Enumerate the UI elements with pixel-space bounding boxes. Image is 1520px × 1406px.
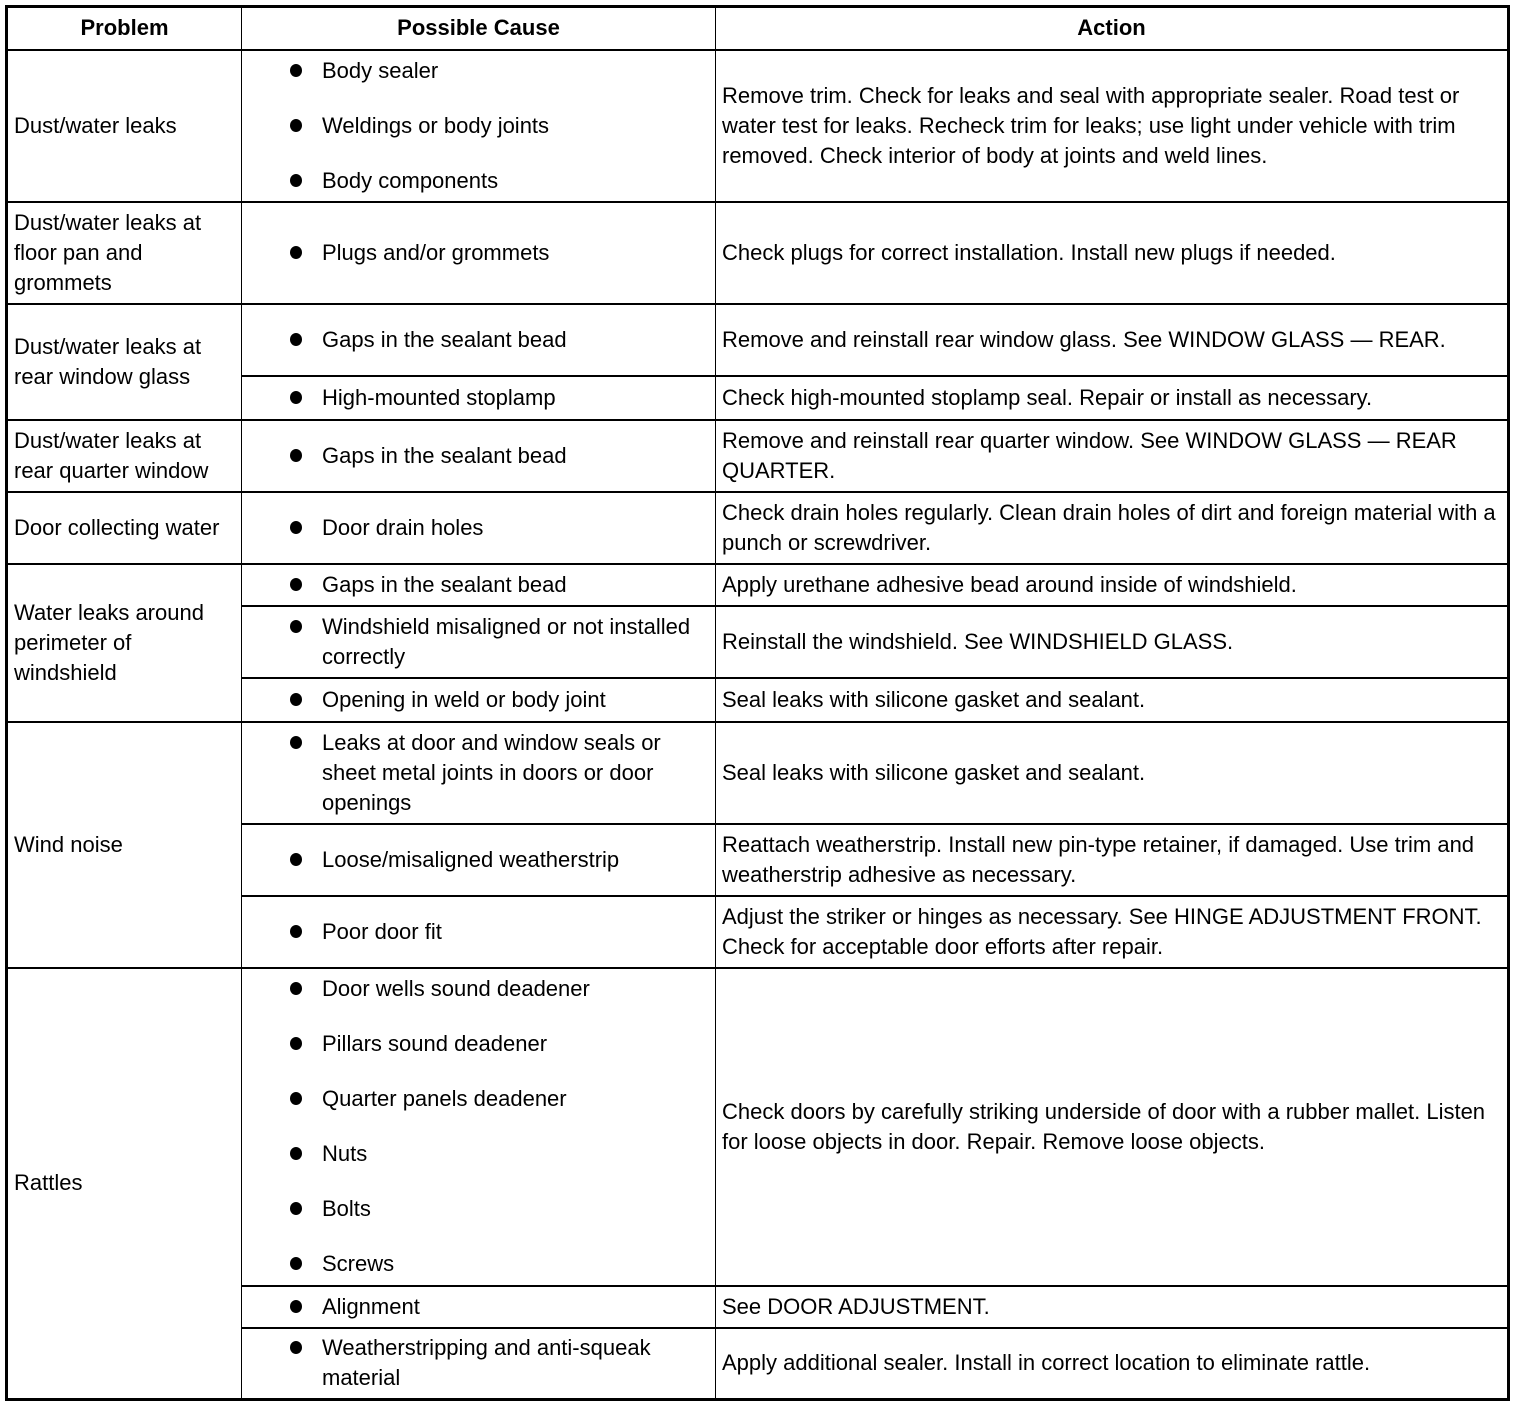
cause-list <box>290 845 709 875</box>
cause-item <box>290 166 709 196</box>
action-cell: Check plugs for correct installation. Install new plugs if needed. <box>716 202 1509 304</box>
bullet-icon <box>290 620 302 633</box>
bullet-icon <box>290 521 302 534</box>
problem-cell: Door collecting water <box>7 492 242 564</box>
action-cell: Seal leaks with silicone gasket and sealant. <box>716 678 1509 722</box>
cause-text: Body sealer <box>322 57 439 83</box>
cause-list <box>290 974 709 1279</box>
cause-cell <box>242 202 716 304</box>
bullet-icon <box>290 1257 302 1270</box>
action-cell: See DOOR ADJUSTMENT. <box>716 1286 1509 1328</box>
table-row <box>7 968 1509 1286</box>
action-cell: Check drain holes regularly. Clean drain holes of dirt and foreign material with a punch or screwdriver. <box>716 492 1509 564</box>
cause-text: Nuts <box>322 1141 368 1166</box>
cause-item <box>290 111 709 141</box>
cause-text: Alignment <box>322 1293 420 1319</box>
bullet-icon <box>290 853 302 866</box>
bullet-icon <box>290 736 302 749</box>
cause-item <box>290 1139 709 1169</box>
cause-list <box>290 1333 709 1393</box>
cause-cell <box>242 420 716 492</box>
cause-cell <box>242 896 716 968</box>
cause-text: Leaks at door and window seals or sheet metal joints in doors or door openings <box>322 729 661 815</box>
cause-list <box>290 1292 709 1322</box>
table-row <box>7 492 1509 564</box>
cause-text: Opening in weld or body joint <box>322 686 606 712</box>
cause-item <box>290 917 709 947</box>
cause-item <box>290 383 709 413</box>
action-cell: Check doors by carefully striking underside of door with a rubber mallet. Listen for loose objects in door. Repair. Remove loose objects. <box>716 968 1509 1286</box>
cause-list <box>290 612 709 672</box>
action-cell: Apply urethane adhesive bead around inside of windshield. <box>716 564 1509 606</box>
cause-list <box>290 383 709 413</box>
cause-text: Door wells sound deadener <box>322 976 590 1001</box>
cause-item <box>290 728 709 818</box>
cause-text: Pillars sound deadener <box>322 1031 548 1056</box>
cause-text: Gaps in the sealant bead <box>322 442 567 468</box>
cause-list <box>290 685 709 715</box>
cause-cell <box>242 492 716 564</box>
cause-list <box>290 441 709 471</box>
header-possible-cause: Possible Cause <box>242 7 716 50</box>
problem-cell: Wind noise <box>7 722 242 968</box>
problem-cell: Dust/water leaks at rear quarter window <box>7 420 242 492</box>
cause-text: Plugs and/or grommets <box>322 239 550 265</box>
cause-list <box>290 325 709 355</box>
cause-item <box>290 513 709 543</box>
problem-cell: Dust/water leaks at rear window glass <box>7 304 242 420</box>
cause-list <box>290 917 709 947</box>
cause-item <box>290 1194 709 1224</box>
action-cell: Remove trim. Check for leaks and seal with appropriate sealer. Road test or water test for leaks. Recheck trim for leaks; use light under vehicle with trim removed. Check interior of body at joints and weld lines. <box>716 50 1509 202</box>
cause-text: Weatherstripping and anti-squeak material <box>322 1335 651 1391</box>
action-cell: Remove and reinstall rear window glass. See WINDOW GLASS — REAR. <box>716 304 1509 376</box>
cause-cell <box>242 968 716 1286</box>
header-row <box>7 7 1509 50</box>
bullet-icon <box>290 333 302 346</box>
cause-text: Screws <box>322 1251 395 1276</box>
cause-text: Door drain holes <box>322 514 484 540</box>
cause-item <box>290 1292 709 1322</box>
cause-cell <box>242 606 716 678</box>
bullet-icon <box>290 449 302 462</box>
cause-cell <box>242 1328 716 1400</box>
cause-text: Body components <box>322 167 499 193</box>
cause-cell <box>242 564 716 606</box>
header-problem: Problem <box>7 7 242 50</box>
action-cell: Reattach weatherstrip. Install new pin-type retainer, if damaged. Use trim and weatherstrip adhesive as necessary. <box>716 824 1509 896</box>
cause-text: Loose/misaligned weatherstrip <box>322 846 620 872</box>
bullet-icon <box>290 1037 302 1050</box>
cause-cell <box>242 722 716 824</box>
problem-cell: Rattles <box>7 968 242 1400</box>
cause-text: High-mounted stoplamp <box>322 384 556 410</box>
cause-cell <box>242 50 716 202</box>
cause-text: Quarter panels deadener <box>322 1086 567 1111</box>
table-row <box>7 420 1509 492</box>
cause-item <box>290 1029 709 1059</box>
cause-item <box>290 685 709 715</box>
problem-cell: Dust/water leaks at floor pan and grommets <box>7 202 242 304</box>
action-cell: Apply additional sealer. Install in correct location to eliminate rattle. <box>716 1328 1509 1400</box>
bullet-icon <box>290 391 302 404</box>
cause-list <box>290 56 709 196</box>
cause-cell <box>242 678 716 722</box>
cause-item <box>290 325 709 355</box>
bullet-icon <box>290 246 302 259</box>
problem-cell: Water leaks around perimeter of windshield <box>7 564 242 722</box>
header-action: Action <box>716 7 1509 50</box>
bullet-icon <box>290 119 302 132</box>
cause-cell <box>242 824 716 896</box>
bullet-icon <box>290 174 302 187</box>
cause-text: Poor door fit <box>322 918 442 944</box>
cause-cell <box>242 304 716 376</box>
cause-item <box>290 612 709 672</box>
cause-item <box>290 845 709 875</box>
cause-text: Gaps in the sealant bead <box>322 326 567 352</box>
table-row <box>7 722 1509 824</box>
table-row <box>7 202 1509 304</box>
bullet-icon <box>290 1300 302 1313</box>
action-cell: Reinstall the windshield. See WINDSHIELD GLASS. <box>716 606 1509 678</box>
troubleshooting-table <box>5 5 1510 1401</box>
cause-item <box>290 1249 709 1279</box>
bullet-icon <box>290 1341 302 1354</box>
cause-list <box>290 728 709 818</box>
cause-text: Bolts <box>322 1196 371 1221</box>
action-cell: Check high-mounted stoplamp seal. Repair or install as necessary. <box>716 376 1509 420</box>
bullet-icon <box>290 693 302 706</box>
cause-item <box>290 441 709 471</box>
table-row <box>7 304 1509 376</box>
table-row <box>7 564 1509 606</box>
cause-item <box>290 974 709 1004</box>
bullet-icon <box>290 578 302 591</box>
cause-cell <box>242 376 716 420</box>
action-cell: Adjust the striker or hinges as necessary. See HINGE ADJUSTMENT FRONT. Check for acceptable door efforts after repair. <box>716 896 1509 968</box>
bullet-icon <box>290 1092 302 1105</box>
table-row <box>7 50 1509 202</box>
bullet-icon <box>290 64 302 77</box>
action-cell: Remove and reinstall rear quarter window. See WINDOW GLASS — REAR QUARTER. <box>716 420 1509 492</box>
cause-item <box>290 238 709 268</box>
cause-list <box>290 570 709 600</box>
cause-text: Gaps in the sealant bead <box>322 571 567 597</box>
cause-text: Windshield misaligned or not installed correctly <box>322 613 691 669</box>
bullet-icon <box>290 982 302 995</box>
cause-cell <box>242 1286 716 1328</box>
cause-item <box>290 56 709 86</box>
cause-item <box>290 1084 709 1114</box>
problem-cell: Dust/water leaks <box>7 50 242 202</box>
cause-item <box>290 1333 709 1393</box>
bullet-icon <box>290 1147 302 1160</box>
bullet-icon <box>290 925 302 938</box>
cause-text: Weldings or body joints <box>322 112 550 138</box>
bullet-icon <box>290 1202 302 1215</box>
cause-item <box>290 570 709 600</box>
action-cell: Seal leaks with silicone gasket and sealant. <box>716 722 1509 824</box>
cause-list <box>290 238 709 268</box>
cause-list <box>290 513 709 543</box>
